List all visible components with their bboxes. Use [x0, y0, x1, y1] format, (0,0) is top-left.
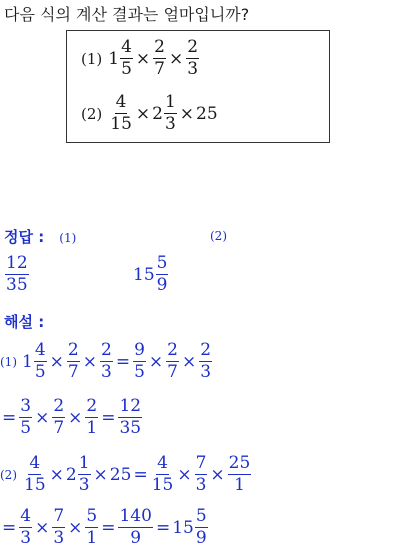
p2-integer: 25	[196, 103, 218, 124]
times-sign: ×	[93, 464, 108, 485]
equals-sign: =	[101, 407, 116, 428]
question-text: 다음 식의 계산 결과는 얼마입니까?	[4, 5, 250, 24]
explanation-title: 해설 :	[4, 313, 45, 331]
equals-sign: =	[155, 517, 171, 538]
explanation-line-2	[0, 398, 143, 437]
e4-fraction: $\frac{5}{1}$	[86, 506, 98, 548]
answer-2-fraction: $\frac{5}{9}$	[156, 253, 168, 295]
problem-1-label: (1)	[81, 49, 103, 68]
times-sign: ×	[168, 48, 184, 69]
equals-sign: =	[115, 351, 131, 372]
problem-2-label: (2)	[81, 104, 103, 123]
times-sign: ×	[35, 517, 50, 538]
times-sign: ×	[68, 407, 83, 428]
p1-fraction-1: $\frac{4}{5}$	[121, 37, 132, 79]
answer-label-2: (2)	[210, 229, 227, 243]
answer-2	[133, 255, 169, 294]
times-sign: ×	[179, 103, 195, 124]
p1-whole: 1	[108, 48, 120, 69]
e1-whole: 1	[22, 351, 33, 372]
times-sign: ×	[148, 351, 164, 372]
p1-fraction-3: $\frac{2}{3}$	[187, 37, 199, 79]
answer-title: 정답 :	[4, 228, 45, 246]
e4-fraction: $\frac{4}{3}$	[20, 506, 32, 548]
equals-sign: =	[2, 407, 17, 428]
answer-1-fraction: $\frac{12}{35}$	[6, 253, 28, 295]
e3-fraction: $\frac{4}{15}$	[24, 453, 46, 495]
e2-fraction: $\frac{3}{5}$	[20, 396, 32, 438]
explanation-line-4	[0, 508, 209, 547]
e2-fraction: $\frac{2}{7}$	[53, 396, 65, 438]
e3-fraction: $\frac{7}{3}$	[195, 453, 207, 495]
problem-2	[81, 94, 218, 133]
equals-sign: =	[2, 517, 17, 538]
e1-fraction: $\frac{9}{5}$	[134, 340, 145, 382]
times-sign: ×	[68, 517, 83, 538]
equals-sign: =	[133, 464, 148, 485]
equals-sign: =	[101, 517, 116, 538]
times-sign: ×	[135, 48, 151, 69]
p2-fraction-1: $\frac{4}{15}$	[110, 92, 132, 134]
explanation-line-1	[0, 342, 213, 381]
e3-integer: 25	[109, 464, 132, 485]
e2-fraction: $\frac{2}{1}$	[86, 396, 98, 438]
explanation-label-2: (2)	[0, 467, 17, 482]
explanation-line-3	[0, 455, 252, 494]
answer-header	[4, 226, 76, 247]
times-sign: ×	[181, 351, 197, 372]
times-sign: ×	[135, 103, 151, 124]
e1-fraction: $\frac{2}{7}$	[167, 340, 178, 382]
explanation-label-1: (1)	[0, 354, 17, 369]
times-sign: ×	[49, 464, 64, 485]
e2-result: $\frac{12}{35}$	[119, 396, 142, 438]
e3-fraction: $\frac{25}{1}$	[228, 453, 251, 495]
times-sign: ×	[82, 351, 97, 372]
e1-fraction: $\frac{2}{7}$	[67, 340, 79, 382]
e3-fraction: $\frac{4}{15}$	[151, 453, 174, 495]
times-sign: ×	[49, 351, 64, 372]
e4-fraction: $\frac{7}{3}$	[53, 506, 65, 548]
e4-product: $\frac{140}{9}$	[119, 506, 152, 548]
e1-fraction: $\frac{4}{5}$	[34, 340, 46, 382]
e4-mixed-fraction: $\frac{5}{9}$	[195, 506, 207, 548]
answer-label-1: (1)	[59, 231, 77, 245]
p2-whole: 2	[152, 103, 163, 124]
answer-2-whole: 15	[133, 264, 155, 285]
e1-fraction: $\frac{2}{3}$	[200, 340, 212, 382]
answer-1	[4, 255, 30, 294]
p1-fraction-2: $\frac{2}{7}$	[154, 37, 165, 79]
e3-whole: 2	[65, 464, 77, 485]
times-sign: ×	[177, 464, 192, 485]
e4-whole: 15	[172, 517, 194, 538]
times-sign: ×	[210, 464, 225, 485]
problem-box	[66, 30, 330, 143]
p2-fraction-2: $\frac{1}{3}$	[164, 92, 176, 134]
e1-fraction: $\frac{2}{3}$	[100, 340, 112, 382]
e3-fraction: $\frac{1}{3}$	[78, 453, 90, 495]
problem-1	[81, 39, 200, 78]
times-sign: ×	[35, 407, 50, 428]
